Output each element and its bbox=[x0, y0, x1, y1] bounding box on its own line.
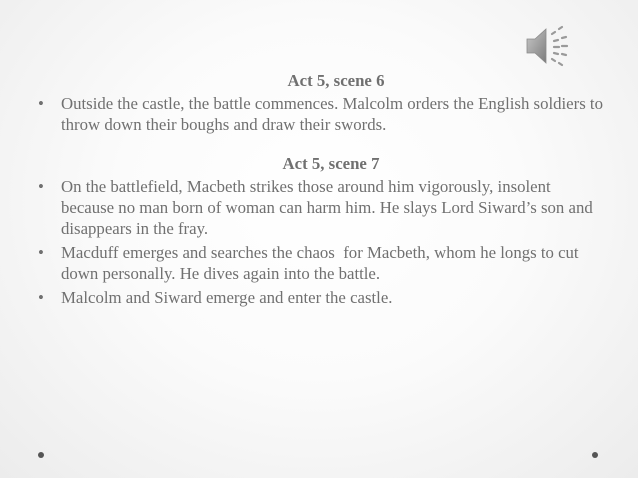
bullet-item bbox=[36, 93, 606, 135]
bullet-text: On the battlefield, Macbeth strikes those around him vigorously, insolent because no man born of woman can harm him. He slays Lord Siward’s son and disappears in the fray. bbox=[61, 177, 593, 238]
bullet-item bbox=[36, 287, 606, 308]
speaker-icon[interactable] bbox=[524, 24, 572, 68]
bullet-text: Macduff emerges and searches the chaos for Macbeth, whom he longs to cut down personally. He dives again into the battle. bbox=[61, 243, 583, 283]
bullet-item bbox=[36, 242, 606, 284]
bullet-text: Malcolm and Siward emerge and enter the castle. bbox=[61, 288, 393, 307]
corner-dot-right bbox=[592, 452, 598, 458]
bullet-list bbox=[36, 176, 606, 308]
scene-heading: Act 5, scene 6 bbox=[287, 71, 385, 90]
scene-heading: Act 5, scene 7 bbox=[282, 154, 380, 173]
corner-dot-left bbox=[38, 452, 44, 458]
bullet-glyph: • bbox=[38, 288, 44, 307]
speaker-icon-graphic bbox=[524, 24, 572, 68]
bullet-glyph: • bbox=[38, 243, 44, 262]
bullet-list bbox=[36, 93, 606, 135]
bullet-glyph: • bbox=[38, 94, 44, 113]
slide-content bbox=[36, 70, 606, 311]
bullet-item bbox=[36, 176, 606, 239]
bullet-glyph: • bbox=[38, 177, 44, 196]
bullet-text: Outside the castle, the battle commences. Malcolm orders the English soldiers to throw down their boughs and draw their swords. bbox=[61, 94, 603, 134]
